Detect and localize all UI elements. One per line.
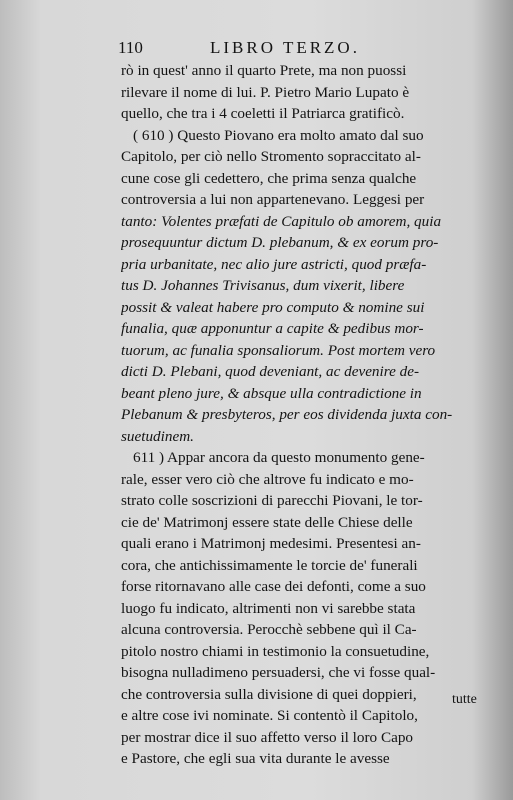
text-line: rilevare il nome di lui. P. Pietro Mario Lupato è (121, 83, 410, 101)
text-line: e Pastore, che egli sua vita durante le avesse (121, 750, 390, 767)
text-line: Capitolo, per ciò nello Stromento sopraccitato al- (121, 148, 421, 165)
text-line: alcuna controversia. Perocchè sebbene quì il Ca- (121, 621, 417, 638)
text-line: pria urbanitate, nec alio jure astricti, quod præfa- (121, 255, 427, 273)
text-line: beant pleno jure, & absque ulla contradictione in (121, 384, 422, 402)
text-line: bisogna nulladimeno persuadersi, che vi fosse qual- (121, 664, 436, 681)
catchword: tutte (452, 692, 477, 707)
text-line: cie de' Matrimonj essere state delle Chiese delle (121, 513, 413, 531)
body-text (121, 60, 495, 770)
page-header (118, 38, 418, 60)
text-line: cune cose gli cedettero, che prima senza qualche (121, 169, 417, 187)
text-line: ( 610 ) Questo Piovano era molto amato dal suo (133, 126, 424, 144)
text-line: quali erano i Matrimonj medesimi. Presentesi an- (121, 535, 421, 552)
text-line: rò in quest' anno il quarto Prete, ma non puossi (121, 62, 407, 79)
text-line: pitolo nostro chiami in testimonio la consuetudine, (121, 642, 430, 660)
page-number: 110 (118, 38, 143, 57)
text-line: per mostrar dice il suo affetto verso il loro Capo (121, 728, 414, 746)
text-line: 611 ) Appar ancora da questo monumento gene- (133, 449, 425, 466)
text-line: forse ritornavano alle case dei defonti, come a suo (121, 578, 426, 595)
text-line: che controversia sulla divisione di quei doppieri, (121, 685, 417, 703)
text-line: controversia a lui non appartenevano. Leggesi per (121, 191, 425, 208)
text-line: prosequuntur dictum D. plebanum, & ex eorum pro- (121, 234, 439, 251)
text-line: tuorum, ac funalia sponsaliorum. Post mortem vero (121, 341, 436, 359)
text-line: possit & valeat habere pro computo & nomine sui (121, 298, 425, 316)
text-line: Plebanum & presbyteros, per eos dividenda juxta con- (121, 406, 453, 423)
text-line: funalia, quæ apponuntur a capite & pedibus mor- (121, 320, 424, 337)
text-line: cora, che antichissimamente le torcie de' funerali (121, 556, 418, 574)
text-line: dicti D. Plebani, quod deveniant, ac devenire de- (121, 363, 420, 380)
text-line: e altre cose ivi nominate. Si contentò il Capitolo, (121, 707, 418, 724)
text-line: tus D. Johannes Trivisanus, dum vixerit, libere (121, 277, 405, 294)
text-line: quello, che tra i 4 coeletti il Patriarca gratificò. (121, 105, 405, 122)
text-line: tanto: Volentes præfati de Capitulo ob amorem, quia (121, 212, 442, 230)
text-line: rale, esser vero ciò che altrove fu indicato e mo- (121, 470, 414, 488)
text-line: strato colle soscrizioni di parecchi Piovani, le tor- (121, 492, 423, 509)
running-head: LIBRO TERZO. (210, 38, 360, 57)
text-line: luogo fu indicato, altrimenti non vi sarebbe stata (121, 599, 416, 617)
text-line: suetudinem. (121, 427, 194, 445)
